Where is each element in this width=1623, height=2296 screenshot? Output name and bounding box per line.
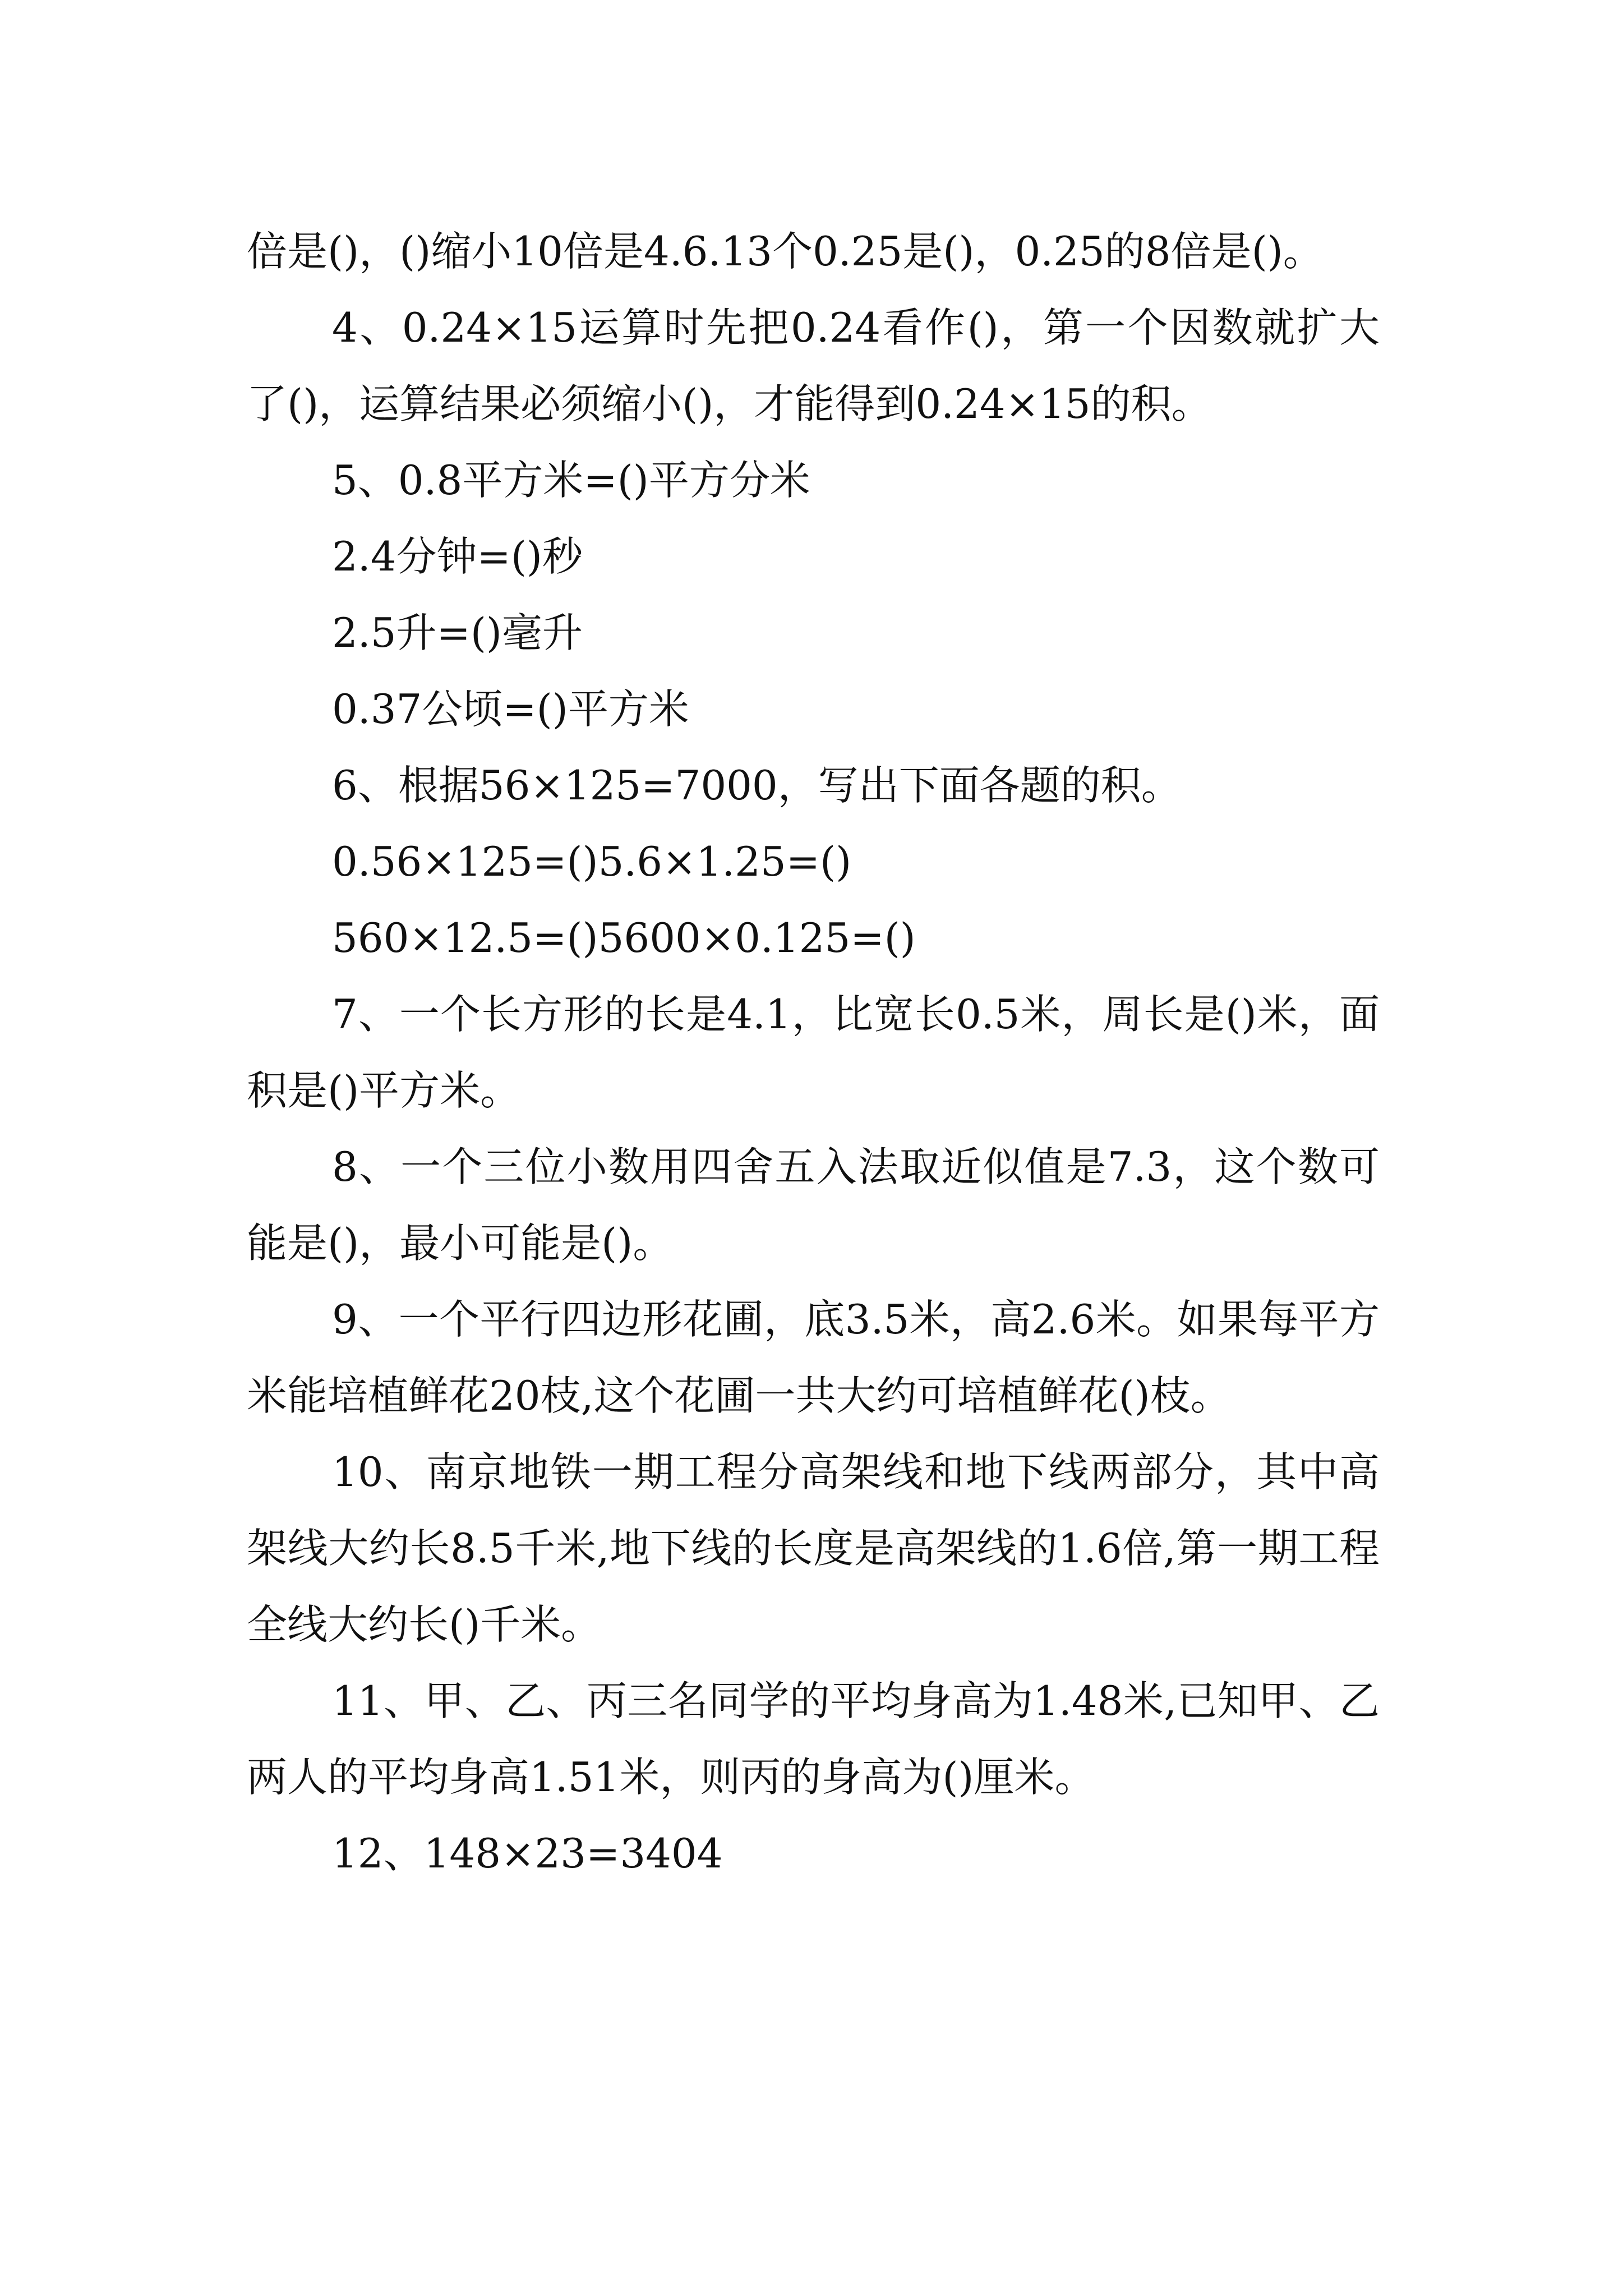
question-5-line-2: 2.4分钟=()秒 bbox=[332, 533, 583, 580]
question-6: 6、根据56×125=7000，写出下面各题的积。 bbox=[332, 762, 1182, 809]
paragraph-continuation: 倍是()，()缩小10倍是4.6.13个0.25是()，0.25的8倍是()。 bbox=[247, 228, 1324, 275]
question-5-line-4: 0.37公顷=()平方米 bbox=[332, 685, 689, 733]
question-5: 5、0.8平方米=()平方分米 bbox=[332, 457, 810, 504]
question-12: 12、148×23=3404 bbox=[332, 1830, 723, 1877]
question-5-line-3: 2.5升=()毫升 bbox=[332, 609, 583, 656]
question-6-line-3: 560×12.5=()5600×0.125=() bbox=[332, 914, 916, 961]
question-4: 4、0.24×15运算时先把0.24看作()，第一个因数就扩大了()，运算结果必须缩小()，才能得到0.24×15的积。 bbox=[247, 304, 1380, 427]
question-8: 8、一个三位小数用四舍五入法取近似值是7.3，这个数可能是()，最小可能是()。 bbox=[247, 1143, 1380, 1267]
question-6-line-2: 0.56×125=()5.6×1.25=() bbox=[332, 838, 852, 885]
document-body bbox=[247, 213, 1380, 1892]
question-10: 10、南京地铁一期工程分高架线和地下线两部分，其中高架线大约长8.5千米,地下线的长度是高架线的1.6倍,第一期工程全线大约长()千米。 bbox=[247, 1448, 1380, 1648]
question-7: 7、一个长方形的长是4.1，比宽长0.5米，周长是()米，面积是()平方米。 bbox=[247, 991, 1380, 1114]
question-9: 9、一个平行四边形花圃，底3.5米，高2.6米。如果每平方米能培植鲜花20枝,这个花圃一共大约可培植鲜花()枝。 bbox=[247, 1296, 1380, 1419]
question-11: 11、甲、乙、丙三名同学的平均身高为1.48米,已知甲、乙两人的平均身高1.51米，则丙的身高为()厘米。 bbox=[247, 1677, 1380, 1801]
